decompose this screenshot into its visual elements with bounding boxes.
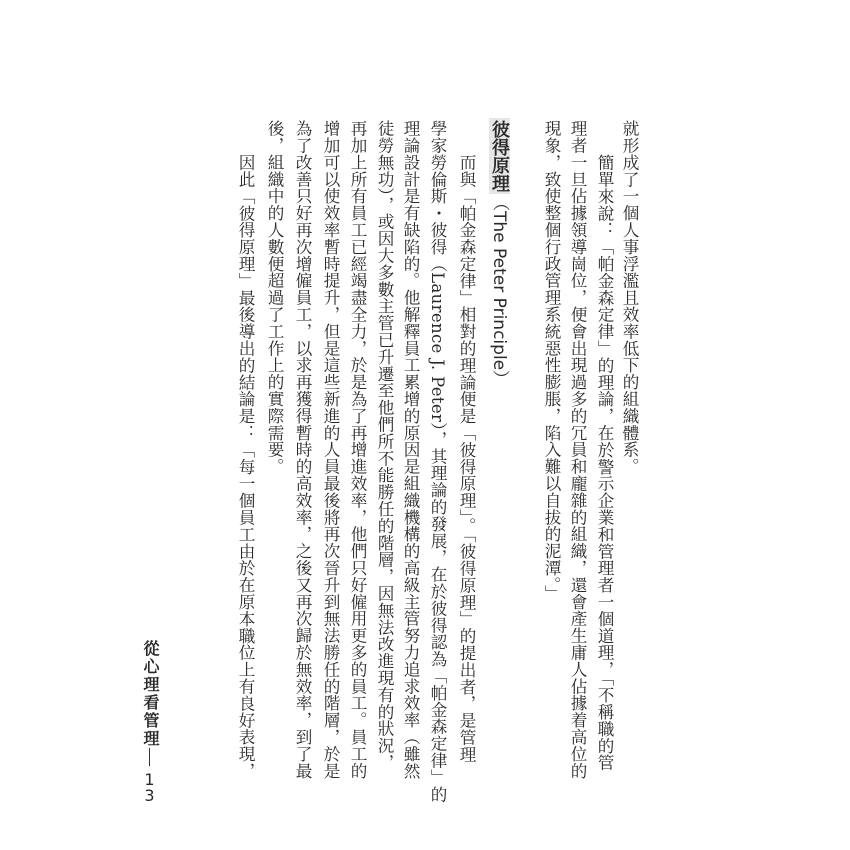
footer-divider <box>149 748 150 766</box>
text-column: 就形成了一個人事浮濫且效率低下的組織體系。 <box>620 120 639 475</box>
text-column: 後，組織中的人數便超過了工作上的實際需要。 <box>265 120 284 475</box>
text-column: 因此「彼得原理」最後導出的結論是：「每一個員工由於在原本職位上有良好表現， <box>236 154 255 780</box>
text-column: 現象，致使整個行政管理系統惡性膨脹，陷入難以自拔的泥潭。」 <box>542 120 561 602</box>
text-column: 而與「帕金森定律」相對的理論便是「彼得原理」。「彼得原理」的提出者，是管理 <box>457 154 476 763</box>
text-column: 簡單來說：「帕金森定律」的理論，在於警示企業和管理者一個道理，「不稱職的管 <box>595 154 614 771</box>
section-title: 彼得原理 <box>489 120 510 192</box>
running-footer-title: 從心理看管理 <box>141 640 160 748</box>
text-column: 為了改善只好再次增僱員工，以求再獲得暫時的高效率，之後又再次歸於無效率，到了最 <box>293 120 312 780</box>
section-subtitle: （The Peter Principle） <box>489 194 509 388</box>
text-column: 增加可以使效率暫時提升，但是這些新進的人員最後將再次晉升到無法勝任的階層，於是 <box>321 120 340 780</box>
text-column: 徒勞無功），或因大多數主管已升遷至他們所不能勝任的階層，因無法改進現有的狀況， <box>375 120 394 771</box>
section-heading <box>487 118 511 387</box>
text-column: 再加上所有員工已經竭盡全力，於是為了再增進效率，他們只好僱用更多的員工。員工的 <box>348 120 367 780</box>
text-column: 理者一旦佔據領導崗位，便會出現過多的冗員和龐雜的組織，還會產生庸人佔據着高位的 <box>568 120 587 780</box>
page-number: 13 <box>140 770 159 802</box>
text-column: 學家勞倫斯・彼得（Laurence J. Peter），其理論的發展，在於彼得認為「帕金森定律」的 <box>428 120 447 803</box>
text-column: 理論設計是有缺陷的。他解釋員工累增的原因是組織機構的高級主管努力追求效率（雖然 <box>401 120 420 780</box>
